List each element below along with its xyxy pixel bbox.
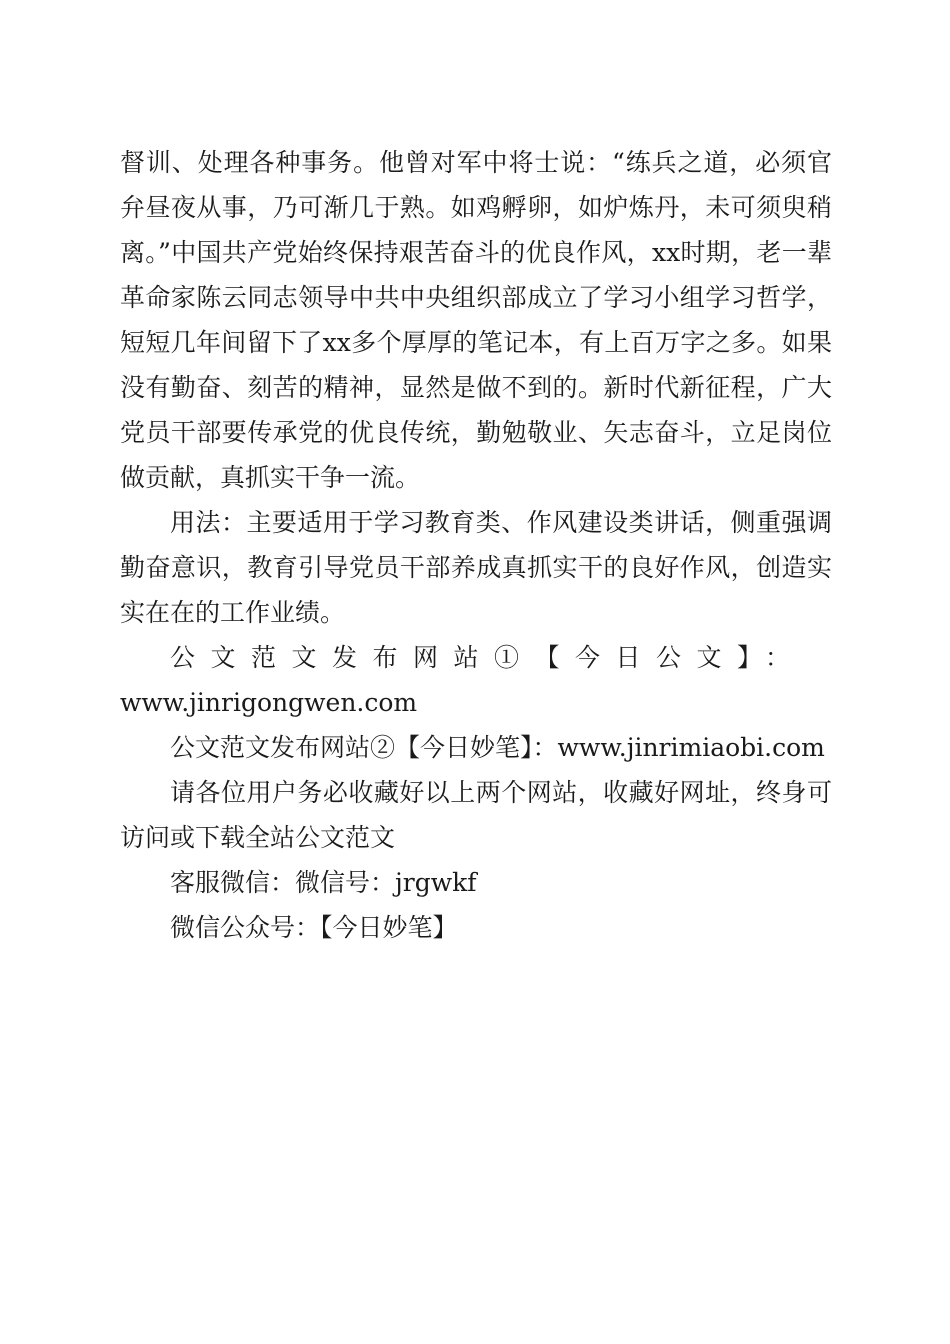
- site2-line: [120, 725, 832, 770]
- body-paragraph-continuation: 督训、处理各种事务。他曾对军中将士说：“练兵之道，必须官弁昼夜从事，乃可渐几于熟。如鸡孵卵，如炉炼丹，未可须臾稍离。”中国共产党始终保持艰苦奋斗的优良作风，xx时期，老一辈革命家陈云同志领导中共中央组织部成立了学习小组学习哲学，短短几年间留下了xx多个厚厚的笔记本，有上百万字之多。如果没有勤奋、刻苦的精神，显然是做不到的。新时代新征程，广大党员干部要传承党的优良传统，勤勉敬业、矢志奋斗，立足岗位做贡献，真抓实干争一流。: [120, 148, 832, 492]
- site1-line: [120, 635, 832, 725]
- document-page: [120, 140, 832, 950]
- bookmark-notice: 请各位用户务必收藏好以上两个网站，收藏好网址，终身可访问或下载全站公文范文: [120, 778, 832, 852]
- site1-label: 公文范文发布网站①【今日公文】：: [170, 643, 806, 672]
- site1-url: www.jinrigongwen.com: [120, 688, 418, 717]
- site2-label: 公文范文发布网站②【今日妙笔】：: [170, 733, 558, 762]
- usage-paragraph: 用法：主要适用于学习教育类、作风建设类讲话，侧重强调勤奋意识，教育引导党员干部养成真抓实干的良好作风，创造实实在在的工作业绩。: [120, 508, 832, 627]
- wechat-official-account: 微信公众号：【今日妙笔】: [170, 913, 458, 942]
- site2-url: www.jinrimiaobi.com: [557, 733, 825, 762]
- customer-service-wechat: 客服微信：微信号：jrgwkf: [170, 868, 477, 897]
